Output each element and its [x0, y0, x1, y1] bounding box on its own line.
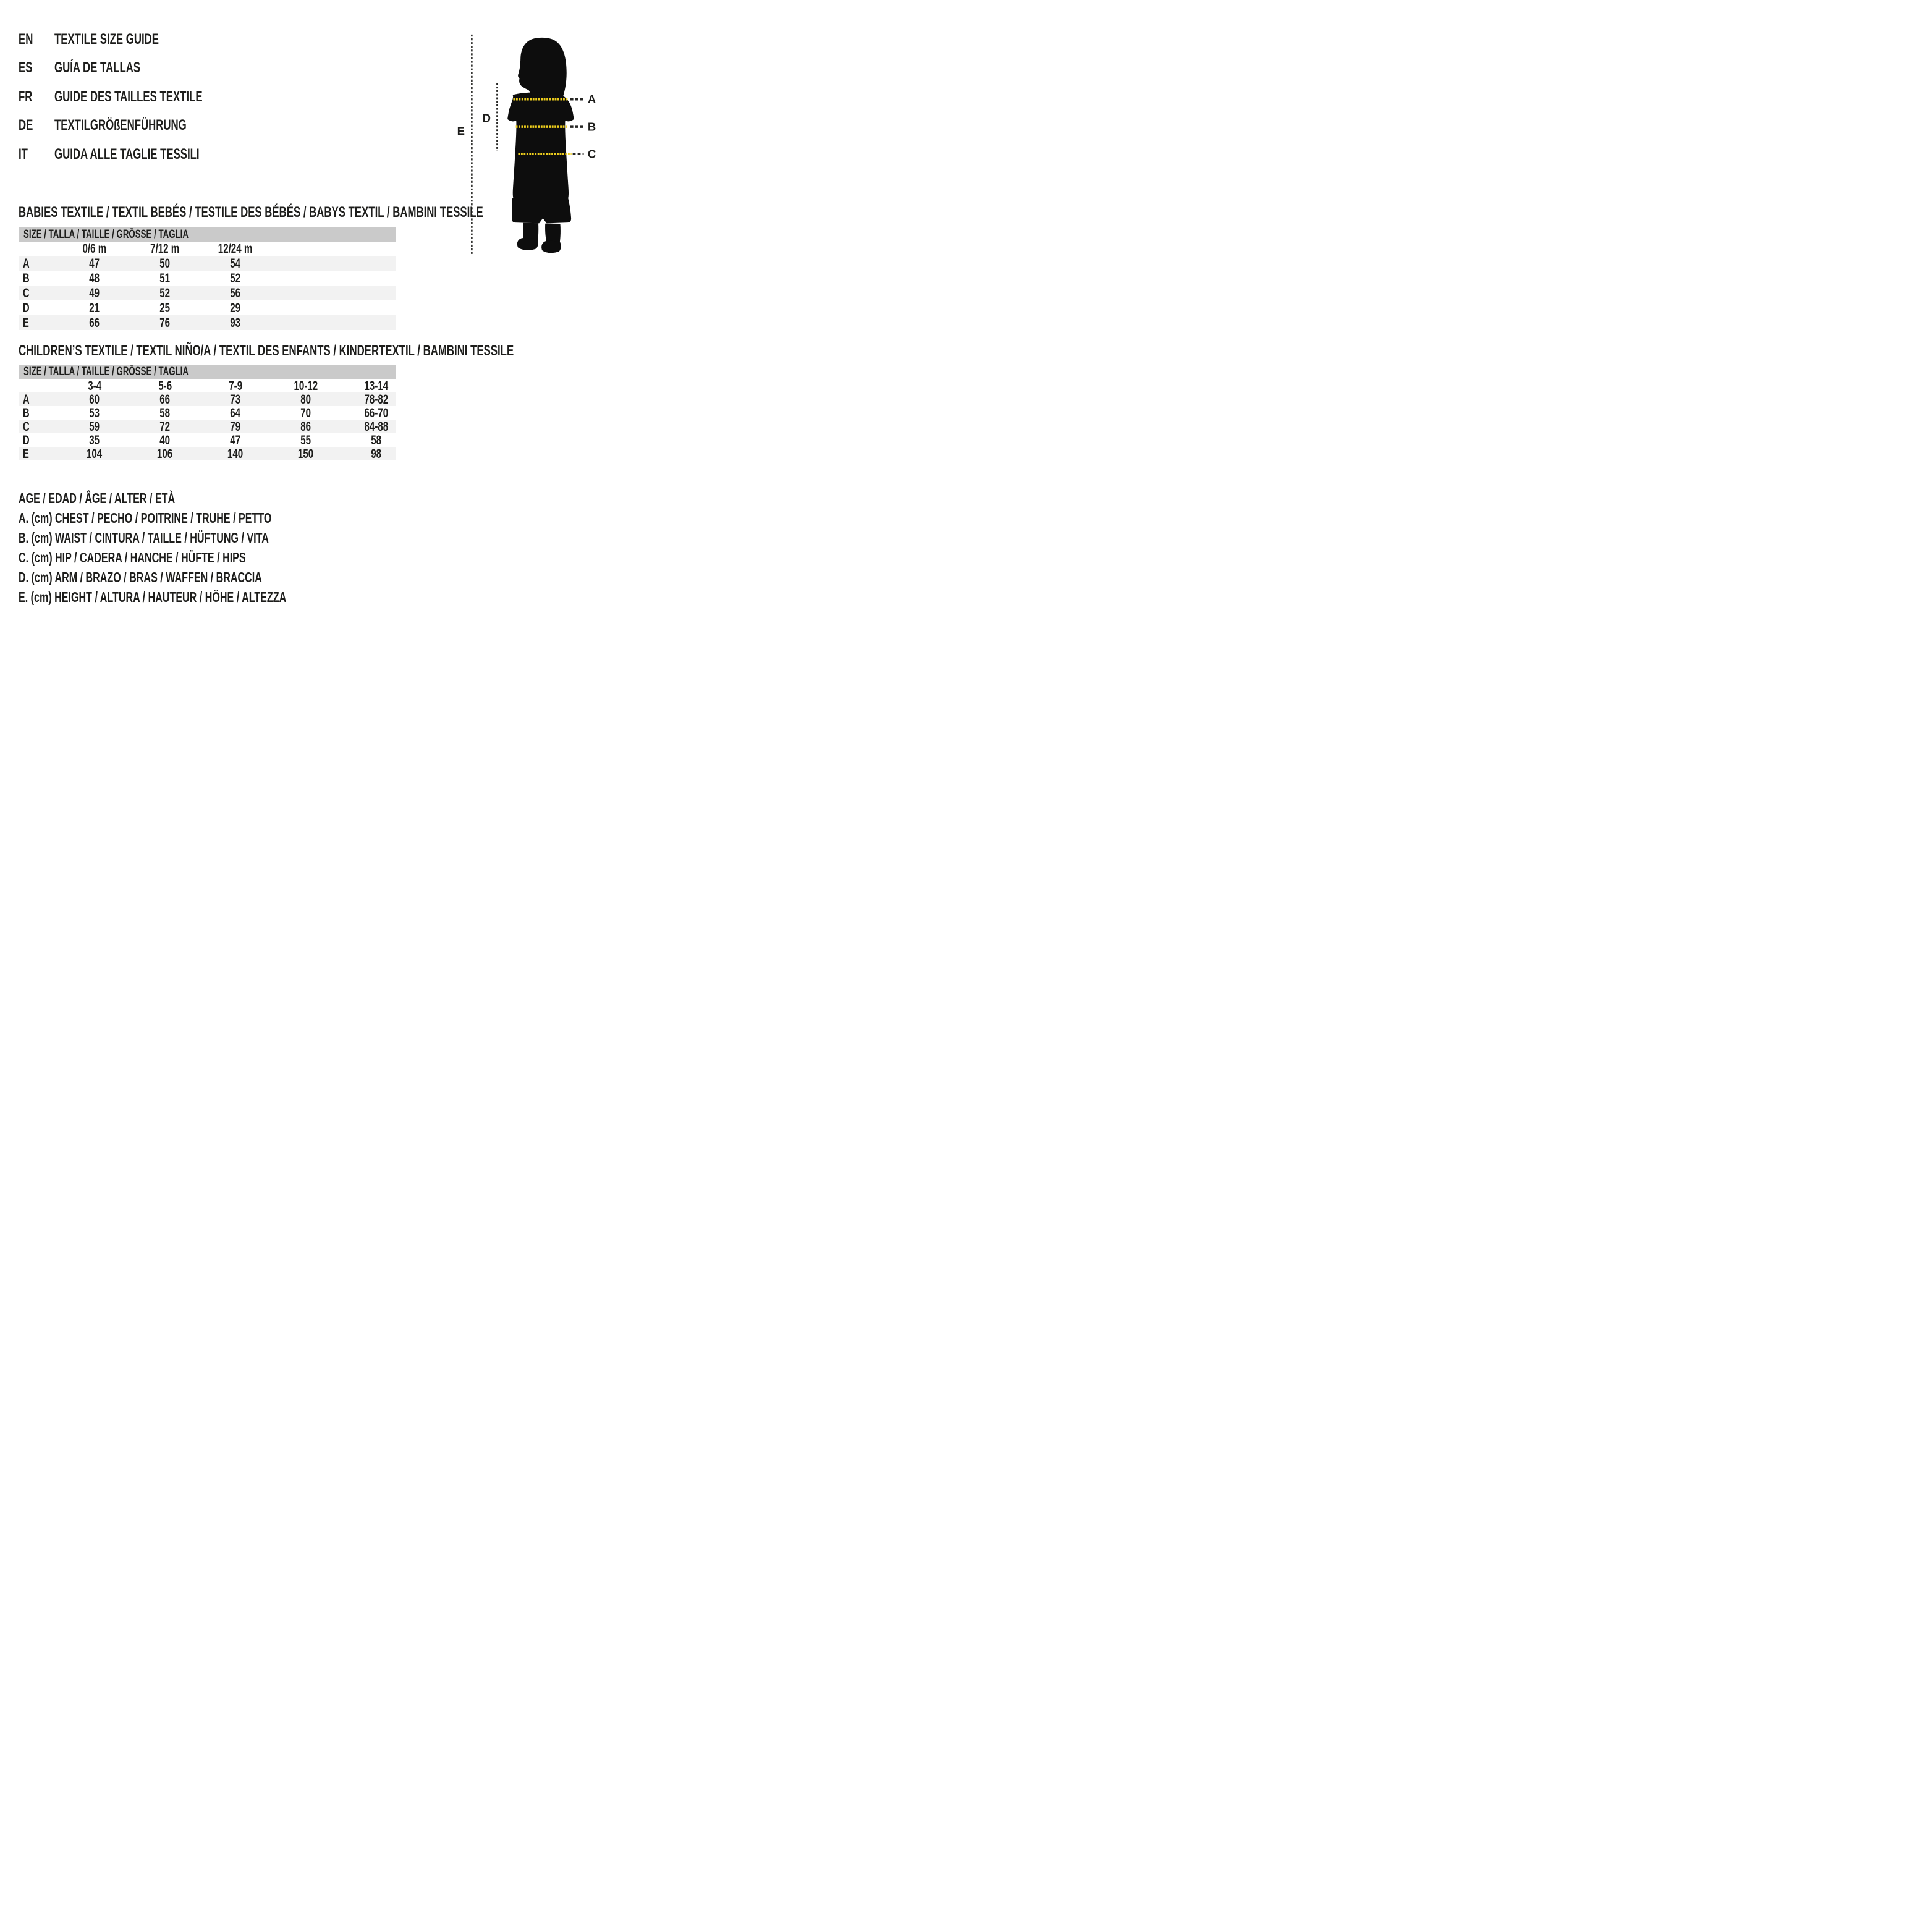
column-header: 3-4 [88, 378, 101, 393]
cell-value: 50 [159, 256, 171, 271]
row-label: A [23, 256, 30, 271]
silhouette-left-shoe [517, 238, 538, 250]
table-row [19, 392, 396, 406]
table-row [19, 406, 396, 420]
legend-line: D. (cm) ARM / BRAZO / BRAS / WAFFEN / BRACCIA [19, 569, 262, 585]
language-code: IT [19, 146, 28, 163]
column-header: 13-14 [364, 378, 389, 393]
row-label: E [23, 315, 29, 330]
cell-value: 106 [157, 446, 173, 461]
cell-value: 35 [89, 433, 100, 447]
table-row [19, 300, 396, 315]
cell-value: 84-88 [364, 419, 389, 434]
table-row [19, 433, 396, 447]
language-title: GUÍA DE TALLAS [54, 59, 141, 76]
cell-value: 78-82 [364, 392, 389, 407]
cell-value: 52 [159, 286, 171, 300]
cell-value: 104 [87, 446, 103, 461]
babies-size-header-bar: SIZE / TALLA / TAILLE / GRÖSSE / TAGLIA [19, 227, 396, 242]
cell-value: 51 [159, 271, 171, 286]
table-row [19, 286, 396, 300]
row-label: E [23, 446, 29, 461]
legend-line: B. (cm) WAIST / CINTURA / TAILLE / HÜFTUNG / VITA [19, 530, 269, 546]
language-title: GUIDA ALLE TAGLIE TESSILI [54, 146, 200, 163]
height-label: E [457, 124, 465, 138]
legend-line: C. (cm) HIP / CADERA / HANCHE / HÜFTE / HIPS [19, 549, 246, 566]
cell-value: 58 [371, 433, 382, 447]
cell-value: 66 [89, 315, 100, 330]
cell-value: 76 [159, 315, 171, 330]
column-header: 12/24 m [218, 242, 253, 256]
row-label: A [23, 392, 30, 407]
language-code: ES [19, 59, 33, 76]
column-header: 5-6 [158, 378, 172, 393]
cell-value: 53 [89, 405, 100, 420]
row-label: B [23, 271, 30, 286]
row-label: D [23, 433, 30, 447]
cell-value: 140 [227, 446, 244, 461]
column-header: 10-12 [294, 378, 318, 393]
language-code: DE [19, 117, 33, 133]
cell-value: 66-70 [364, 405, 389, 420]
cell-value: 47 [89, 256, 100, 271]
children-table [19, 365, 396, 460]
cell-value: 66 [159, 392, 171, 407]
cell-value: 29 [230, 300, 241, 315]
legend-line: A. (cm) CHEST / PECHO / POITRINE / TRUHE / PETTO [19, 510, 272, 526]
cell-value: 98 [371, 446, 382, 461]
table-row [19, 271, 396, 286]
row-label: C [23, 419, 30, 434]
cell-value: 21 [89, 300, 100, 315]
cell-value: 72 [159, 419, 171, 434]
babies-section-title: BABIES TEXTILE / TEXTIL BEBÉS / TESTILE DES BÉBÉS / BABYS TEXTIL / BAMBINI TESSILE [19, 204, 483, 221]
cell-value: 60 [89, 392, 100, 407]
language-code: FR [19, 88, 33, 105]
chest-label: A [587, 93, 596, 106]
cell-value: 93 [230, 315, 241, 330]
cell-value: 73 [230, 392, 241, 407]
row-label: B [23, 405, 30, 420]
language-title: TEXTILGRÖßENFÜHRUNG [54, 117, 187, 133]
legend-line: AGE / EDAD / ÂGE / ALTER / ETÀ [19, 490, 176, 506]
cell-value: 48 [89, 271, 100, 286]
cell-value: 79 [230, 419, 241, 434]
babies-table [19, 227, 396, 330]
children-column-header-row [19, 379, 396, 392]
hip-label: C [587, 147, 596, 161]
cell-value: 86 [300, 419, 311, 434]
arm-label: D [482, 111, 491, 125]
cell-value: 150 [298, 446, 314, 461]
cell-value: 25 [159, 300, 171, 315]
cell-value: 54 [230, 256, 241, 271]
child-silhouette [507, 38, 574, 253]
table-row [19, 420, 396, 433]
cell-value: 80 [300, 392, 311, 407]
cell-value: 56 [230, 286, 241, 300]
children-section-title: CHILDREN’S TEXTILE / TEXTIL NIÑO/A / TEXTIL DES ENFANTS / KINDERTEXTIL / BAMBINI TESSILE [19, 342, 514, 359]
language-title: GUIDE DES TAILLES TEXTILE [54, 88, 203, 105]
cell-value: 64 [230, 405, 241, 420]
row-label: C [23, 286, 30, 300]
table-row [19, 256, 396, 271]
cell-value: 49 [89, 286, 100, 300]
language-title: TEXTILE SIZE GUIDE [54, 31, 159, 48]
cell-value: 55 [300, 433, 311, 447]
language-code: EN [19, 31, 33, 48]
cell-value: 52 [230, 271, 241, 286]
children-size-header-bar: SIZE / TALLA / TAILLE / GRÖSSE / TAGLIA [19, 365, 396, 379]
silhouette-right-shoe [541, 240, 561, 253]
column-header: 0/6 m [82, 242, 107, 256]
silhouette-shirt [507, 92, 574, 198]
table-row [19, 447, 396, 460]
cell-value: 47 [230, 433, 241, 447]
size-guide-page [0, 0, 618, 618]
babies-column-header-row [19, 242, 396, 256]
column-header: 7/12 m [150, 242, 180, 256]
cell-value: 58 [159, 405, 171, 420]
cell-value: 40 [159, 433, 171, 447]
legend-line: E. (cm) HEIGHT / ALTURA / HAUTEUR / HÖHE / ALTEZZA [19, 589, 287, 605]
measurement-figure [453, 20, 615, 257]
column-header: 7-9 [229, 378, 242, 393]
cell-value: 70 [300, 405, 311, 420]
waist-label: B [587, 120, 596, 133]
row-label: D [23, 300, 30, 315]
cell-value: 59 [89, 419, 100, 434]
table-row [19, 315, 396, 330]
